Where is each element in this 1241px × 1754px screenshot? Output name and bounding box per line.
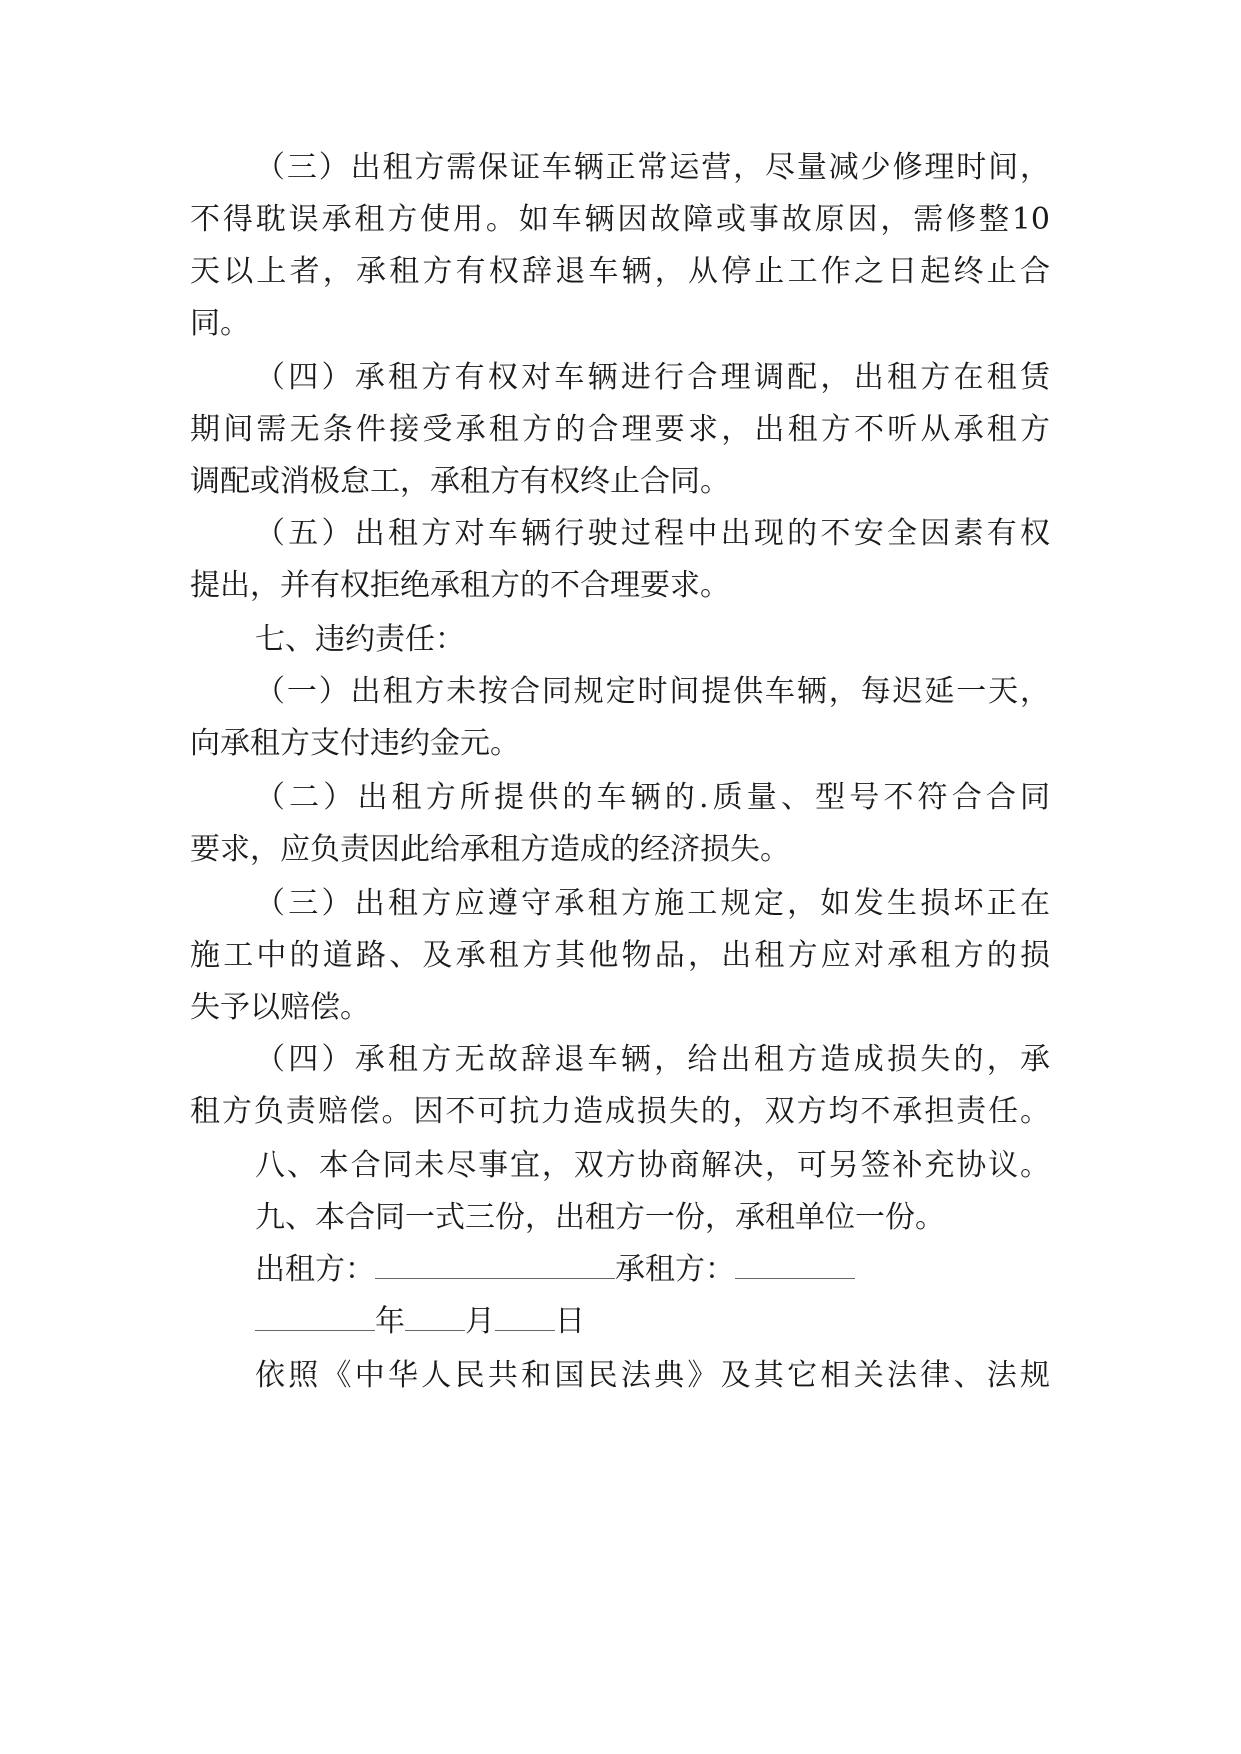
paragraph-line: （三）出租方需保证车辆正常运营，尽量减少修理时间， (255, 150, 1050, 185)
paragraph-line: 要求，应负责因此给承租方造成的经济损失。 (190, 832, 790, 867)
signature-date-line (255, 1302, 585, 1342)
paragraph-line: 向承租方支付违约金元。 (190, 726, 520, 761)
lessor-label: 出租方： (255, 1252, 375, 1287)
lessee-label: 承租方： (615, 1252, 735, 1287)
section-heading: 七、违约责任： (255, 622, 465, 657)
paragraph-line: （五）出租方对车辆行驶过程中出现的不安全因素有权 (255, 516, 1050, 551)
paragraph-line: 八、本合同未尽事宜，双方协商解决，可另签补充协议。 (255, 1148, 1050, 1183)
paragraph-line: 租方负责赔偿。因不可抗力造成损失的，双方均不承担责任。 (190, 1094, 1050, 1129)
closing-line: 依照《中华人民共和国民法典》及其它相关法律、法规 (255, 1358, 1050, 1393)
lessor-signature-blank (375, 1250, 615, 1279)
paragraph-line: （四）承租方无故辞退车辆，给出租方造成损失的，承 (255, 1042, 1050, 1077)
year-label: 年 (375, 1304, 405, 1339)
paragraph-line: （二）出租方所提供的车辆的.质量、型号不符合合同 (255, 780, 1050, 815)
year-blank (255, 1302, 375, 1331)
paragraph-line: 同。 (190, 306, 250, 341)
paragraph-line: 施工中的道路、及承租方其他物品，出租方应对承租方的损 (190, 938, 1050, 973)
paragraph-line: 不得耽误承租方使用。如车辆因故障或事故原因，需修整10 (190, 202, 1050, 237)
month-label: 月 (465, 1304, 495, 1339)
paragraph-line: （一）出租方未按合同规定时间提供车辆，每迟延一天， (255, 674, 1050, 709)
signature-parties-line (255, 1250, 855, 1290)
month-blank (405, 1302, 465, 1331)
day-blank (495, 1302, 555, 1331)
paragraph-line: 天以上者，承租方有权辞退车辆，从停止工作之日起终止合 (190, 254, 1050, 289)
paragraph-line: （四）承租方有权对车辆进行合理调配，出租方在租赁 (255, 360, 1050, 395)
day-label: 日 (555, 1304, 585, 1339)
lessee-signature-blank (735, 1250, 855, 1279)
paragraph-line: 九、本合同一式三份，出租方一份，承租单位一份。 (255, 1200, 945, 1235)
paragraph-line: 调配或消极怠工，承租方有权终止合同。 (190, 464, 730, 499)
paragraph-line: （三）出租方应遵守承租方施工规定，如发生损坏正在 (255, 886, 1050, 921)
paragraph-line: 期间需无条件接受承租方的合理要求，出租方不听从承租方 (190, 412, 1050, 447)
paragraph-line: 提出，并有权拒绝承租方的不合理要求。 (190, 568, 730, 603)
paragraph-line: 失予以赔偿。 (190, 990, 370, 1025)
